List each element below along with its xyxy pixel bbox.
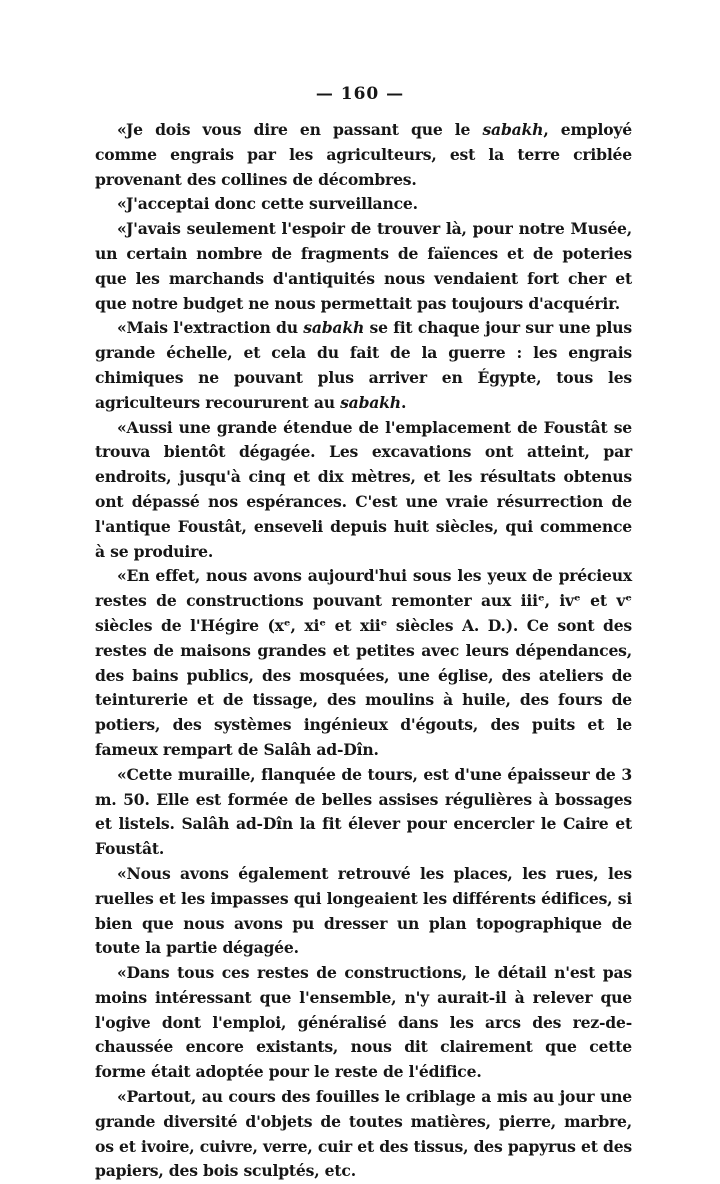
paragraph: «J'acceptai donc cette surveillance.	[117, 194, 418, 214]
paragraph: «Nous avons également retrouvé les places, les rues, les ruelles et les impasses qui longeaient les différents édifices, si bien que nous avons pu dresser un plan topographique de toute la partie dégagée.	[95, 863, 632, 958]
paragraph: «J'avais seulement l'espoir de trouver là, pour notre Musée, un certain nombre de fragments de faïences et de poteries que les marchands d'antiquités nous vendaient fort cher et que notre budget ne nous permettait pas toujours d'acquérir.	[95, 219, 632, 313]
italic-term: sabakh	[482, 120, 544, 139]
paragraph: «Je dois vous dire en passant que le sabakh, employé comme engrais par les agriculteurs, est la terre criblée provenant des collines de décombres.	[95, 120, 632, 189]
body-text	[95, 118, 632, 1184]
paragraph: «En effet, nous avons aujourd'hui sous les yeux de précieux restes de constructions pouvant remonter aux iiiᵉ, ivᵉ et vᵉ siècles de l'Hégire (xᵉ, xiᵉ et xiiᵉ siècles A. D.). Ce sont des restes de maisons grandes et petites avec leurs dépendances, des bains publics, des mosquées, une église, des ateliers de teinturerie et de tissage, des moulins à huile, des fours de potiers, des systèmes ingénieux d'égouts, des puits et le fameux rempart de Salâh ad-Dîn.	[95, 566, 632, 759]
paragraph: «Mais l'extraction du sabakh se fit chaque jour sur une plus grande échelle, et cela du fait de la guerre : les engrais chimiques ne pouvant plus arriver en Égypte, tous les agriculteurs recoururent au sabakh.	[95, 318, 632, 412]
italic-term: sabakh	[340, 392, 401, 412]
paragraph: «Cette muraille, flanquée de tours, est d'une épaisseur de 3 m. 50. Elle est formée de belles assises régulières à bossages et listels. Salâh ad-Dîn la fit élever pour encercler le Caire et Foustât.	[95, 764, 632, 859]
paragraph: «Dans tous ces restes de constructions, le détail n'est pas moins intéressant que l'ensemble, n'y aurait-il à relever que l'ogive dont l'emploi, généralisé dans les arcs des rez-de-chaussée encore existants, nous dit clairement que cette forme était adoptée pour le reste de l'édifice.	[95, 963, 632, 1082]
italic-term: sabakh	[303, 318, 365, 338]
paragraph: «Aussi une grande étendue de l'emplacement de Foustât se trouva bientôt dégagée. Les excavations ont atteint, par endroits, jusqu'à cinq et dix mètres, et les résultats obtenus ont dépassé nos espérances. C'est une vraie résurrection de l'antique Foustât, enseveli depuis huit siècles, qui commence à se produire.	[95, 417, 632, 561]
page-number: — 160 —	[315, 84, 405, 104]
paragraph: «Partout, au cours des fouilles le criblage a mis au jour une grande diversité d'objets de toutes matières, pierre, marbre, os et ivoire, cuivre, verre, cuir et des tissus, des papyrus et des papiers, des bois sculptés, etc.	[95, 1087, 632, 1181]
